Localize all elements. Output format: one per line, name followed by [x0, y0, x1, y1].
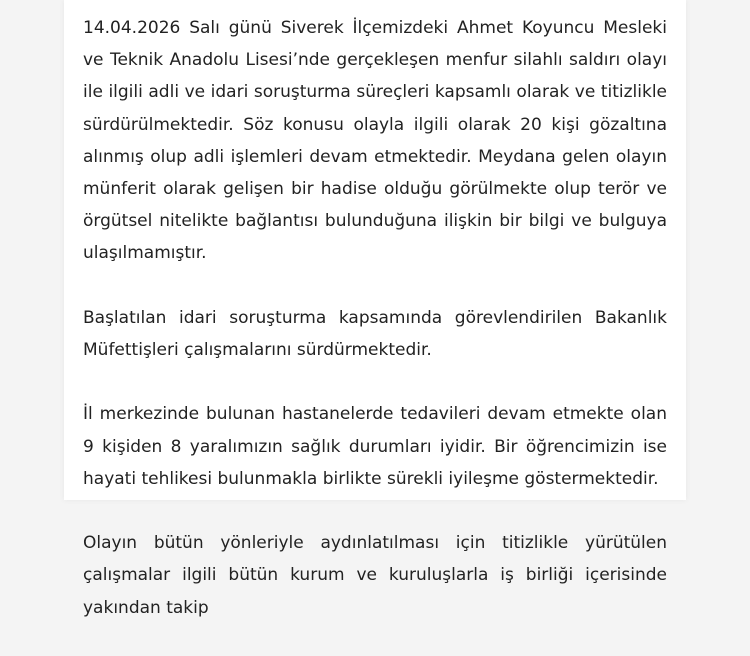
paragraph-cooperation: Olayın bütün yönleriyle aydınlatılması için titizlikle yürütülen çalışmalar ilgili bütün kurum ve kuruluşlarla iş birliği içerisinde yakından takip	[83, 533, 667, 618]
document-body	[83, 12, 667, 656]
paragraph-injured: İl merkezinde bulunan hastanelerde tedavileri devam etmekte olan 9 kişiden 8 yaralımızın sağlık durumları iyidir. Bir öğrencimizin ise hayati tehlikesi bulunmakla birlikte sürekli iyileşme göstermektedir.	[83, 404, 667, 489]
paragraph-investigation: Başlatılan idari soruşturma kapsamında görevlendirilen Bakanlık Müfettişleri çalışmalarını sürdürmektedir.	[83, 307, 667, 361]
document-page	[64, 0, 686, 618]
paragraph-incident: 14.04.2026 Salı günü Siverek İlçemizdeki Ahmet Koyuncu Mesleki ve Teknik Anadolu Lisesi’nde gerçekleşen menfur silahlı saldırı olayı ile ilgili adli ve idari soruşturma süreçleri kapsamlı olarak ve titizlikle sürdürülmektedir. Söz konusu olayla ilgili olarak 20 kişi gözaltına alınmış olup adli işlemleri devam etmektedir. Meydana gelen olayın münferit olarak gelişen bir hadise olduğu görülmekte olup terör ve örgütsel nitelikte bağlantısı bulunduğuna ilişkin bir bilgi ve bulguya ulaşılmamıştır.	[83, 18, 667, 264]
